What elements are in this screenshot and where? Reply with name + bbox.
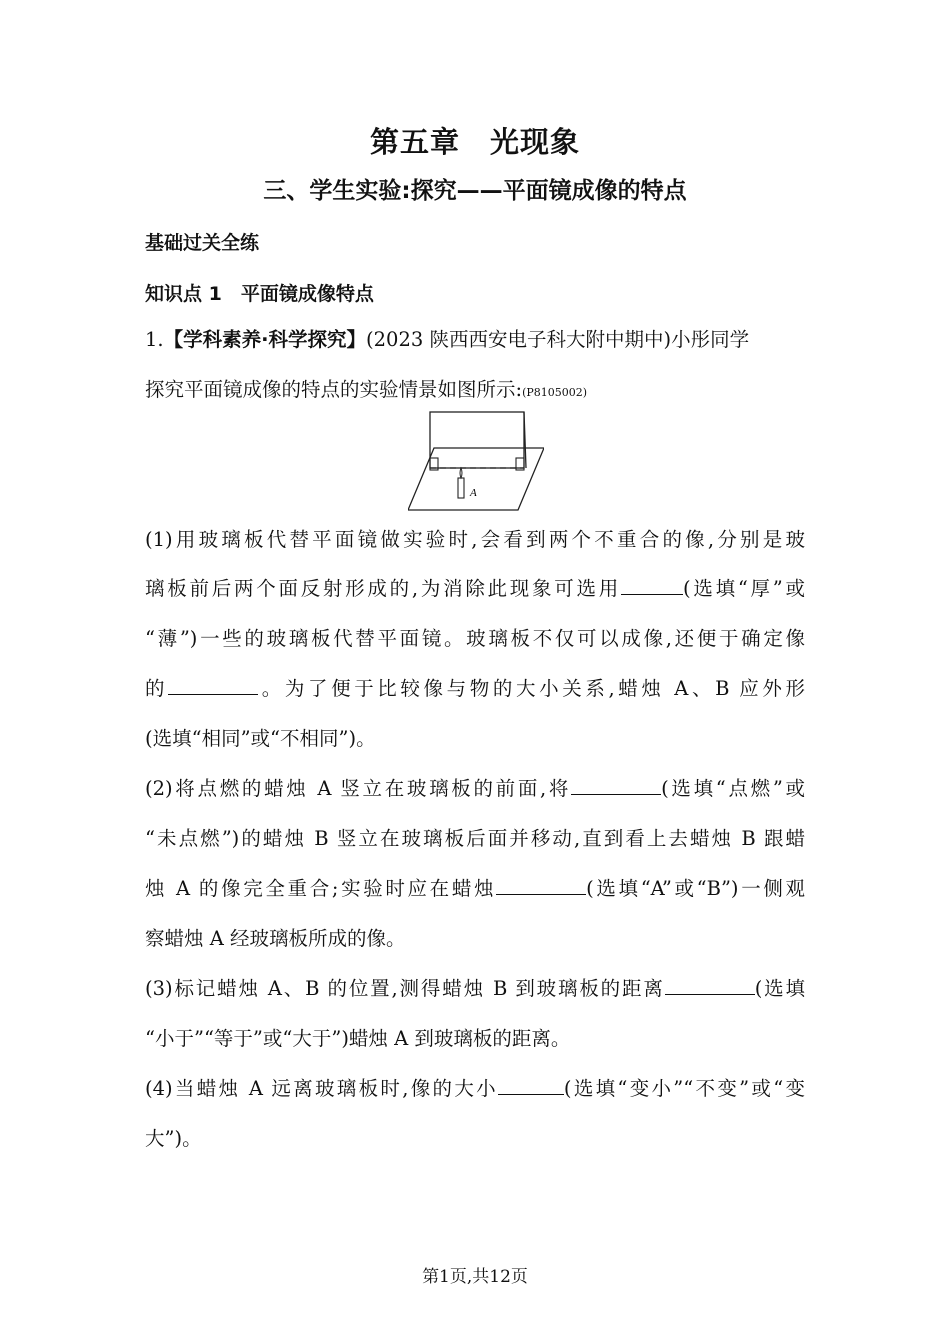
- part-4-line-1: (4)当蜡烛 A 远离玻璃板时,像的大小 (选填“变小”“不变”或“变: [145, 1077, 805, 1100]
- part-1-line-2: 璃板前后两个面反射形成的,为消除此现象可选用 (选填“厚”或: [145, 577, 806, 600]
- part-1-line-3: “薄”)一些的玻璃板代替平面镜。玻璃板不仅可以成像,还便于确定像: [145, 627, 805, 650]
- knowledge-point-heading: 知识点 1 平面镜成像特点: [145, 283, 374, 305]
- question-number: 1.: [145, 328, 164, 351]
- part-2-line-3: 烛 A 的像完全重合;实验时应在蜡烛 (选填“A”或“B”)一侧观: [145, 877, 805, 900]
- question-1-line-2: 探究平面镜成像的特点的实验情景如图所示:(P8105002): [145, 378, 588, 401]
- section-title: 三、学生实验:探究——平面镜成像的特点: [263, 178, 687, 204]
- chapter-title: 第五章 光现象: [369, 125, 580, 159]
- answer-blank-5[interactable]: [665, 976, 755, 995]
- question-code: (P8105002): [522, 386, 588, 399]
- glass-plate: [430, 412, 524, 468]
- candle-label: A: [470, 487, 477, 499]
- part-2-line-1: (2)将点燃的蜡烛 A 竖立在玻璃板的前面,将 (选填“点燃”或: [145, 777, 805, 800]
- part-1-line-4: 的 。为了便于比较像与物的大小关系,蜡烛 A、B 应外形: [145, 677, 805, 700]
- candle-a: [458, 478, 464, 498]
- experiment-figure: [408, 410, 544, 514]
- part-2-line-2: “未点燃”)的蜡烛 B 竖立在玻璃板后面并移动,直到看上去蜡烛 B 跟蜡: [145, 827, 805, 850]
- candle-flame: [460, 468, 462, 478]
- part-1-line-5: (选填“相同”或“不相同”)。: [145, 727, 376, 750]
- question-1-line-1: [145, 327, 749, 353]
- page-footer: 第1页,共12页: [422, 1267, 528, 1287]
- answer-blank-4[interactable]: [496, 876, 586, 895]
- part-3-line-1: (3)标记蜡烛 A、B 的位置,测得蜡烛 B 到玻璃板的距离 (选填: [145, 977, 806, 1000]
- part-2-line-4: 察蜡烛 A 经玻璃板所成的像。: [145, 927, 406, 950]
- answer-blank-3[interactable]: [571, 776, 661, 795]
- part-1-line-1: (1)用玻璃板代替平面镜做实验时,会看到两个不重合的像,分别是玻: [145, 528, 805, 551]
- question-source: (2023 陕西西安电子科大附中期中)小彤同学: [366, 328, 750, 351]
- answer-blank-1[interactable]: [621, 576, 683, 595]
- part-4-line-2: 大”)。: [145, 1127, 202, 1150]
- answer-blank-2[interactable]: [168, 676, 258, 695]
- practice-heading: 基础过关全练: [145, 232, 260, 254]
- question-tag: 【学科素养·科学探究】: [163, 328, 367, 351]
- answer-blank-6[interactable]: [498, 1076, 564, 1095]
- part-3-line-2: “小于”“等于”或“大于”)蜡烛 A 到玻璃板的距离。: [145, 1027, 571, 1050]
